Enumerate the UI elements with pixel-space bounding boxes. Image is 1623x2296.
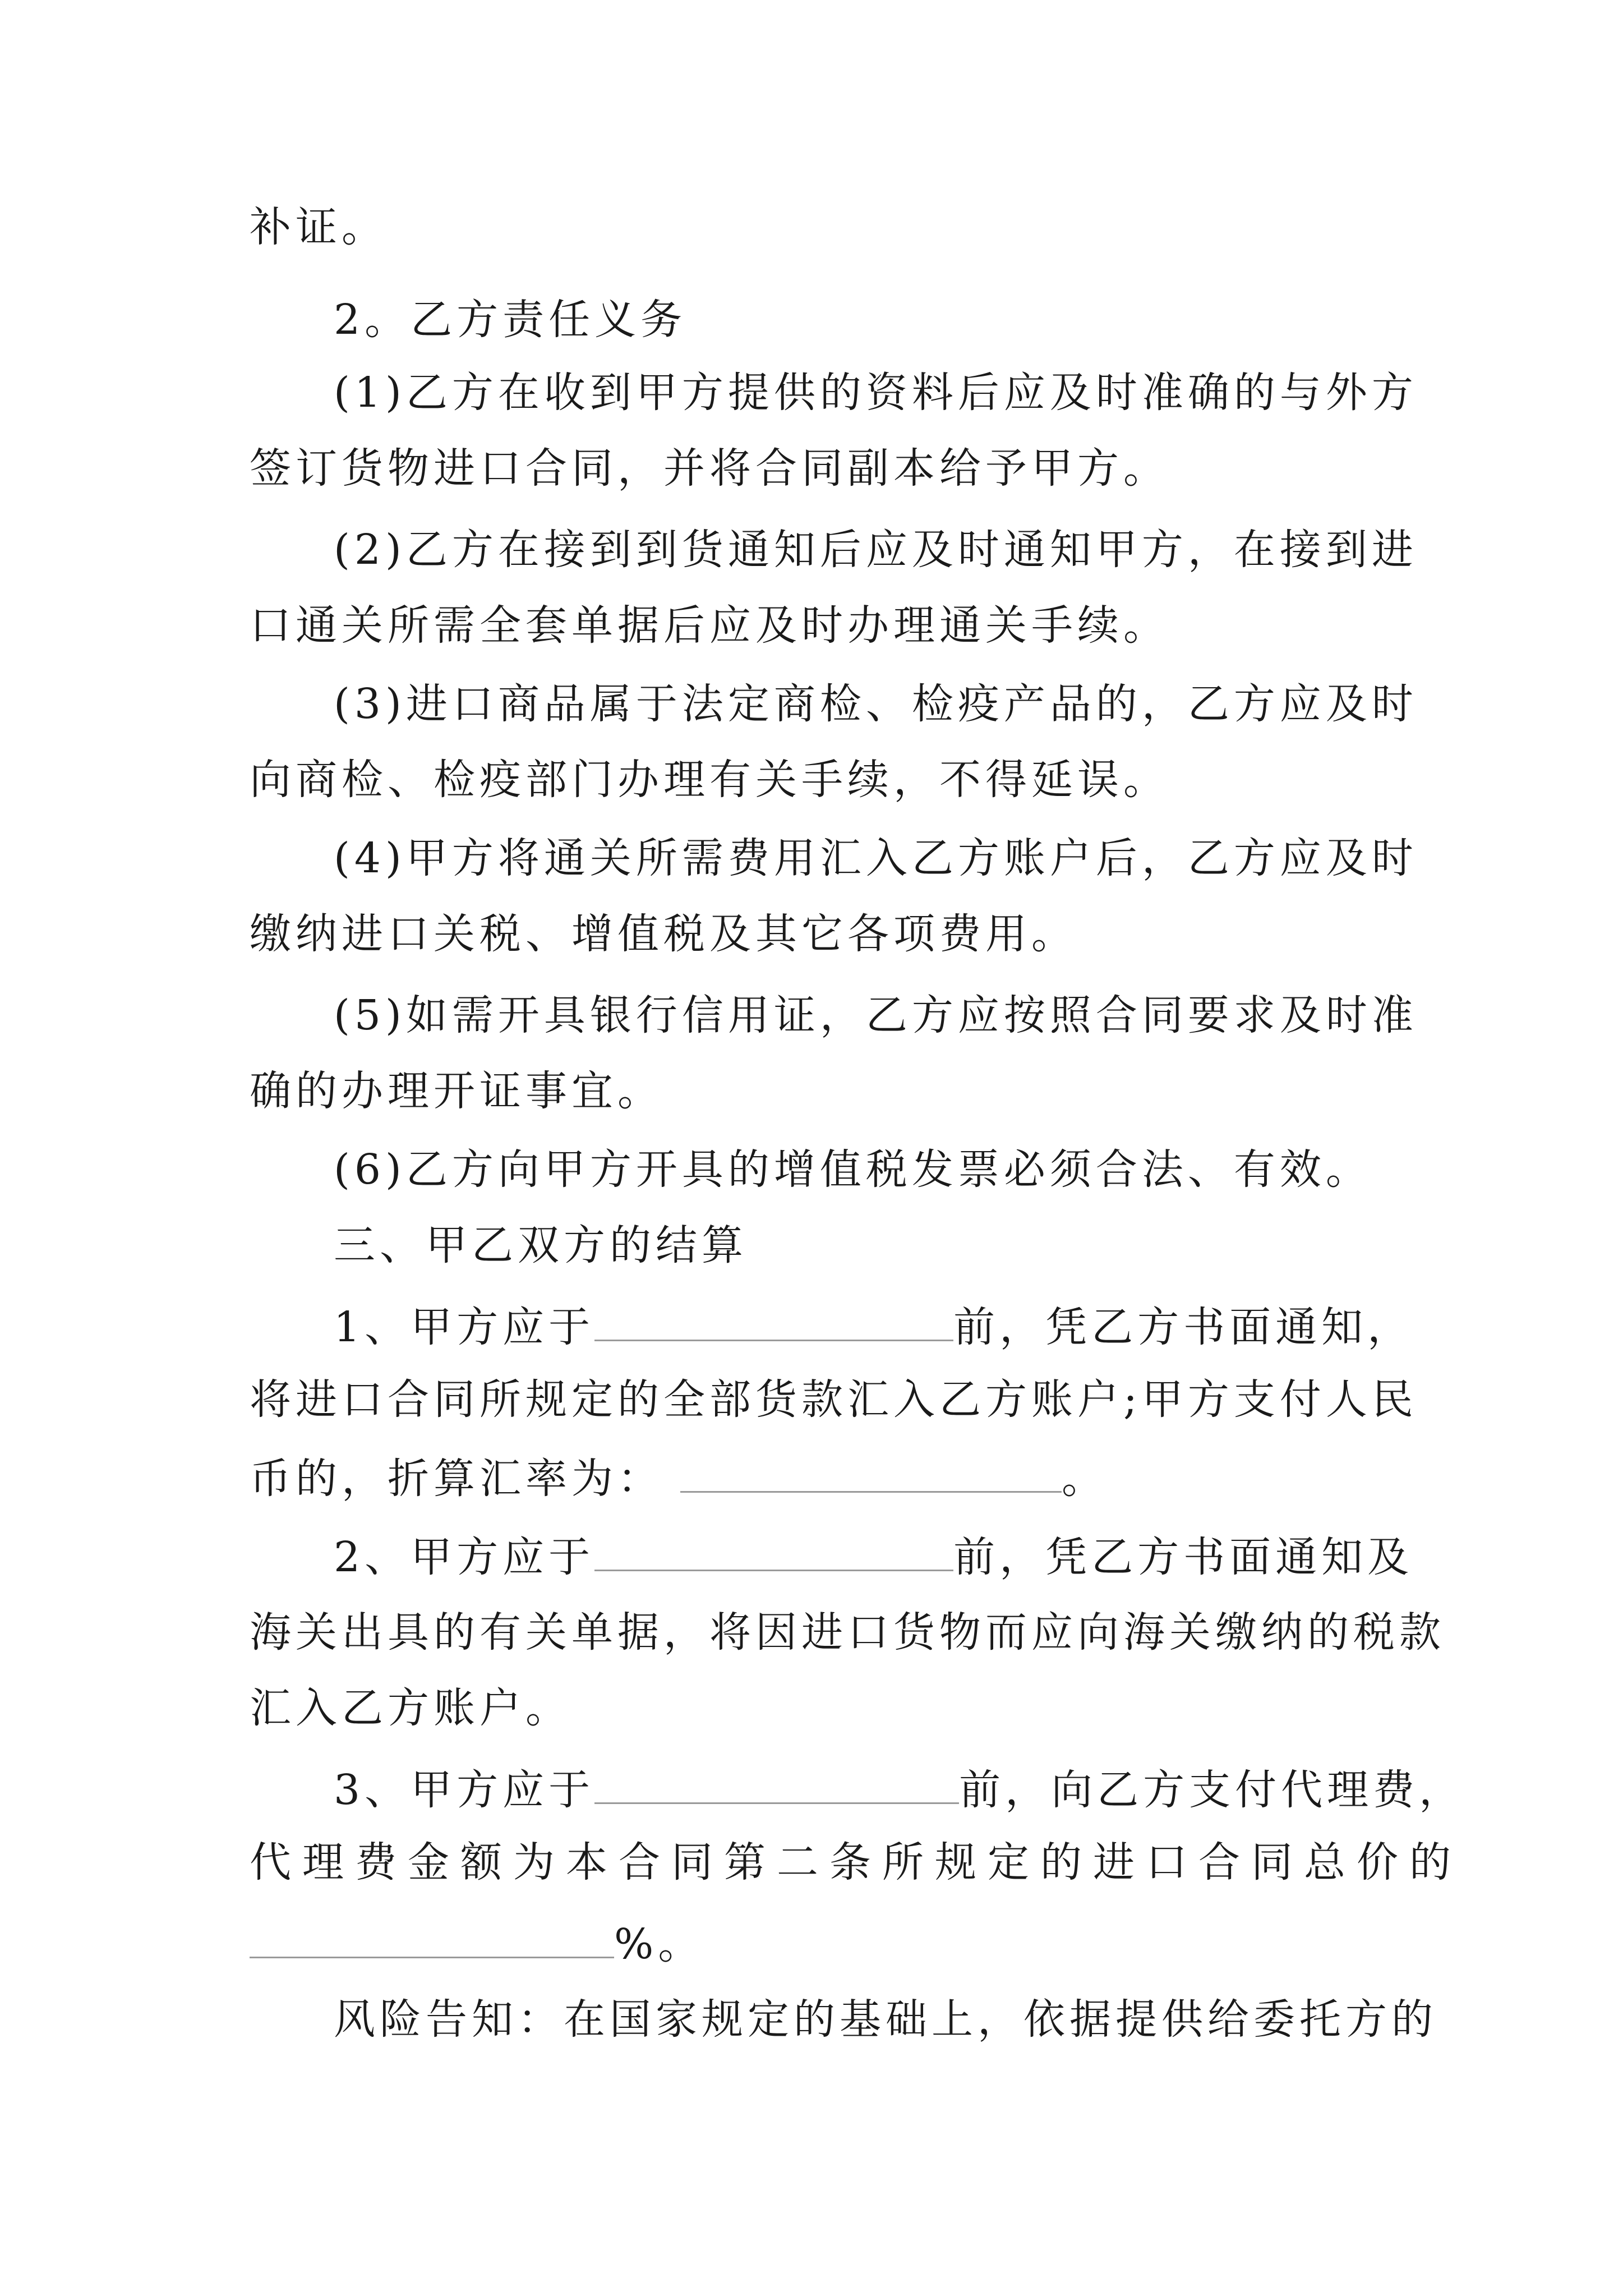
exchange-rate-blank-field[interactable] (680, 1447, 1062, 1493)
text-line: (4)甲方将通关所需费用汇入乙方账户后，乙方应及时 (334, 834, 1418, 882)
clause-text: 前，向乙方支付代理费， (959, 1766, 1465, 1814)
date-blank-field[interactable] (594, 1526, 953, 1571)
clause-text: 前，凭乙方书面通知及 (953, 1533, 1414, 1581)
text-line: 海关出具的有关单据，将因进口货物而应向海关缴纳的税款 (250, 1608, 1445, 1657)
text-line: (2)乙方在接到到货通知后应及时通知甲方，在接到进 (334, 526, 1418, 574)
text-line: 补证。 (250, 203, 388, 251)
clause-text: 1、甲方应于 (334, 1303, 595, 1351)
clause-text: %。 (614, 1920, 704, 1968)
percentage-blank-field[interactable] (250, 1913, 614, 1958)
text-line: 确的办理开证事宜。 (250, 1067, 663, 1115)
text-line: 将进口合同所规定的全部货款汇入乙方账户;甲方支付人民 (250, 1375, 1418, 1424)
section-heading: 三、甲乙双方的结算 (334, 1221, 748, 1269)
clause-text: 币的，折算汇率为： (250, 1455, 663, 1503)
clause-text: 2、甲方应于 (334, 1533, 595, 1581)
date-blank-field[interactable] (594, 1759, 959, 1804)
text-line: 汇入乙方账户。 (250, 1684, 571, 1732)
clause-text: 前，凭乙方书面通知， (953, 1303, 1414, 1351)
text-line: 口通关所需全套单据后应及时办理通关手续。 (250, 601, 1169, 650)
text-line: (5)如需开具银行信用证，乙方应按照合同要求及时准 (334, 991, 1418, 1039)
settlement-clause-2 (334, 1526, 1414, 1585)
exchange-rate-line (250, 1447, 1388, 1507)
percentage-line (250, 1913, 1388, 1972)
clause-text: 3、甲方应于 (334, 1766, 595, 1814)
clause-text: 。 (1062, 1455, 1108, 1503)
risk-notice-line: 风险告知：在国家规定的基础上，依据提供给委托方的 (334, 1995, 1437, 2044)
text-line: (6)乙方向甲方开具的增值税发票必须合法、有效。 (334, 1145, 1372, 1194)
text-line: (1)乙方在收到甲方提供的资料后应及时准确的与外方 (334, 369, 1418, 417)
text-line: 签订货物进口合同，并将合同副本给予甲方。 (250, 444, 1169, 493)
text-line: (3)进口商品属于法定商检、检疫产品的，乙方应及时 (334, 680, 1418, 728)
date-blank-field[interactable] (594, 1296, 953, 1341)
settlement-clause-1 (334, 1296, 1414, 1355)
section-heading: 2。乙方责任义务 (334, 296, 687, 344)
text-line: 缴纳进口关税、增值税及其它各项费用。 (250, 910, 1077, 958)
text-line: 向商检、检疫部门办理有关手续，不得延误。 (250, 756, 1169, 804)
settlement-clause-3 (334, 1759, 1465, 1818)
text-line: 代理费金额为本合同第二条所规定的进口合同总价的 (250, 1838, 1462, 1887)
